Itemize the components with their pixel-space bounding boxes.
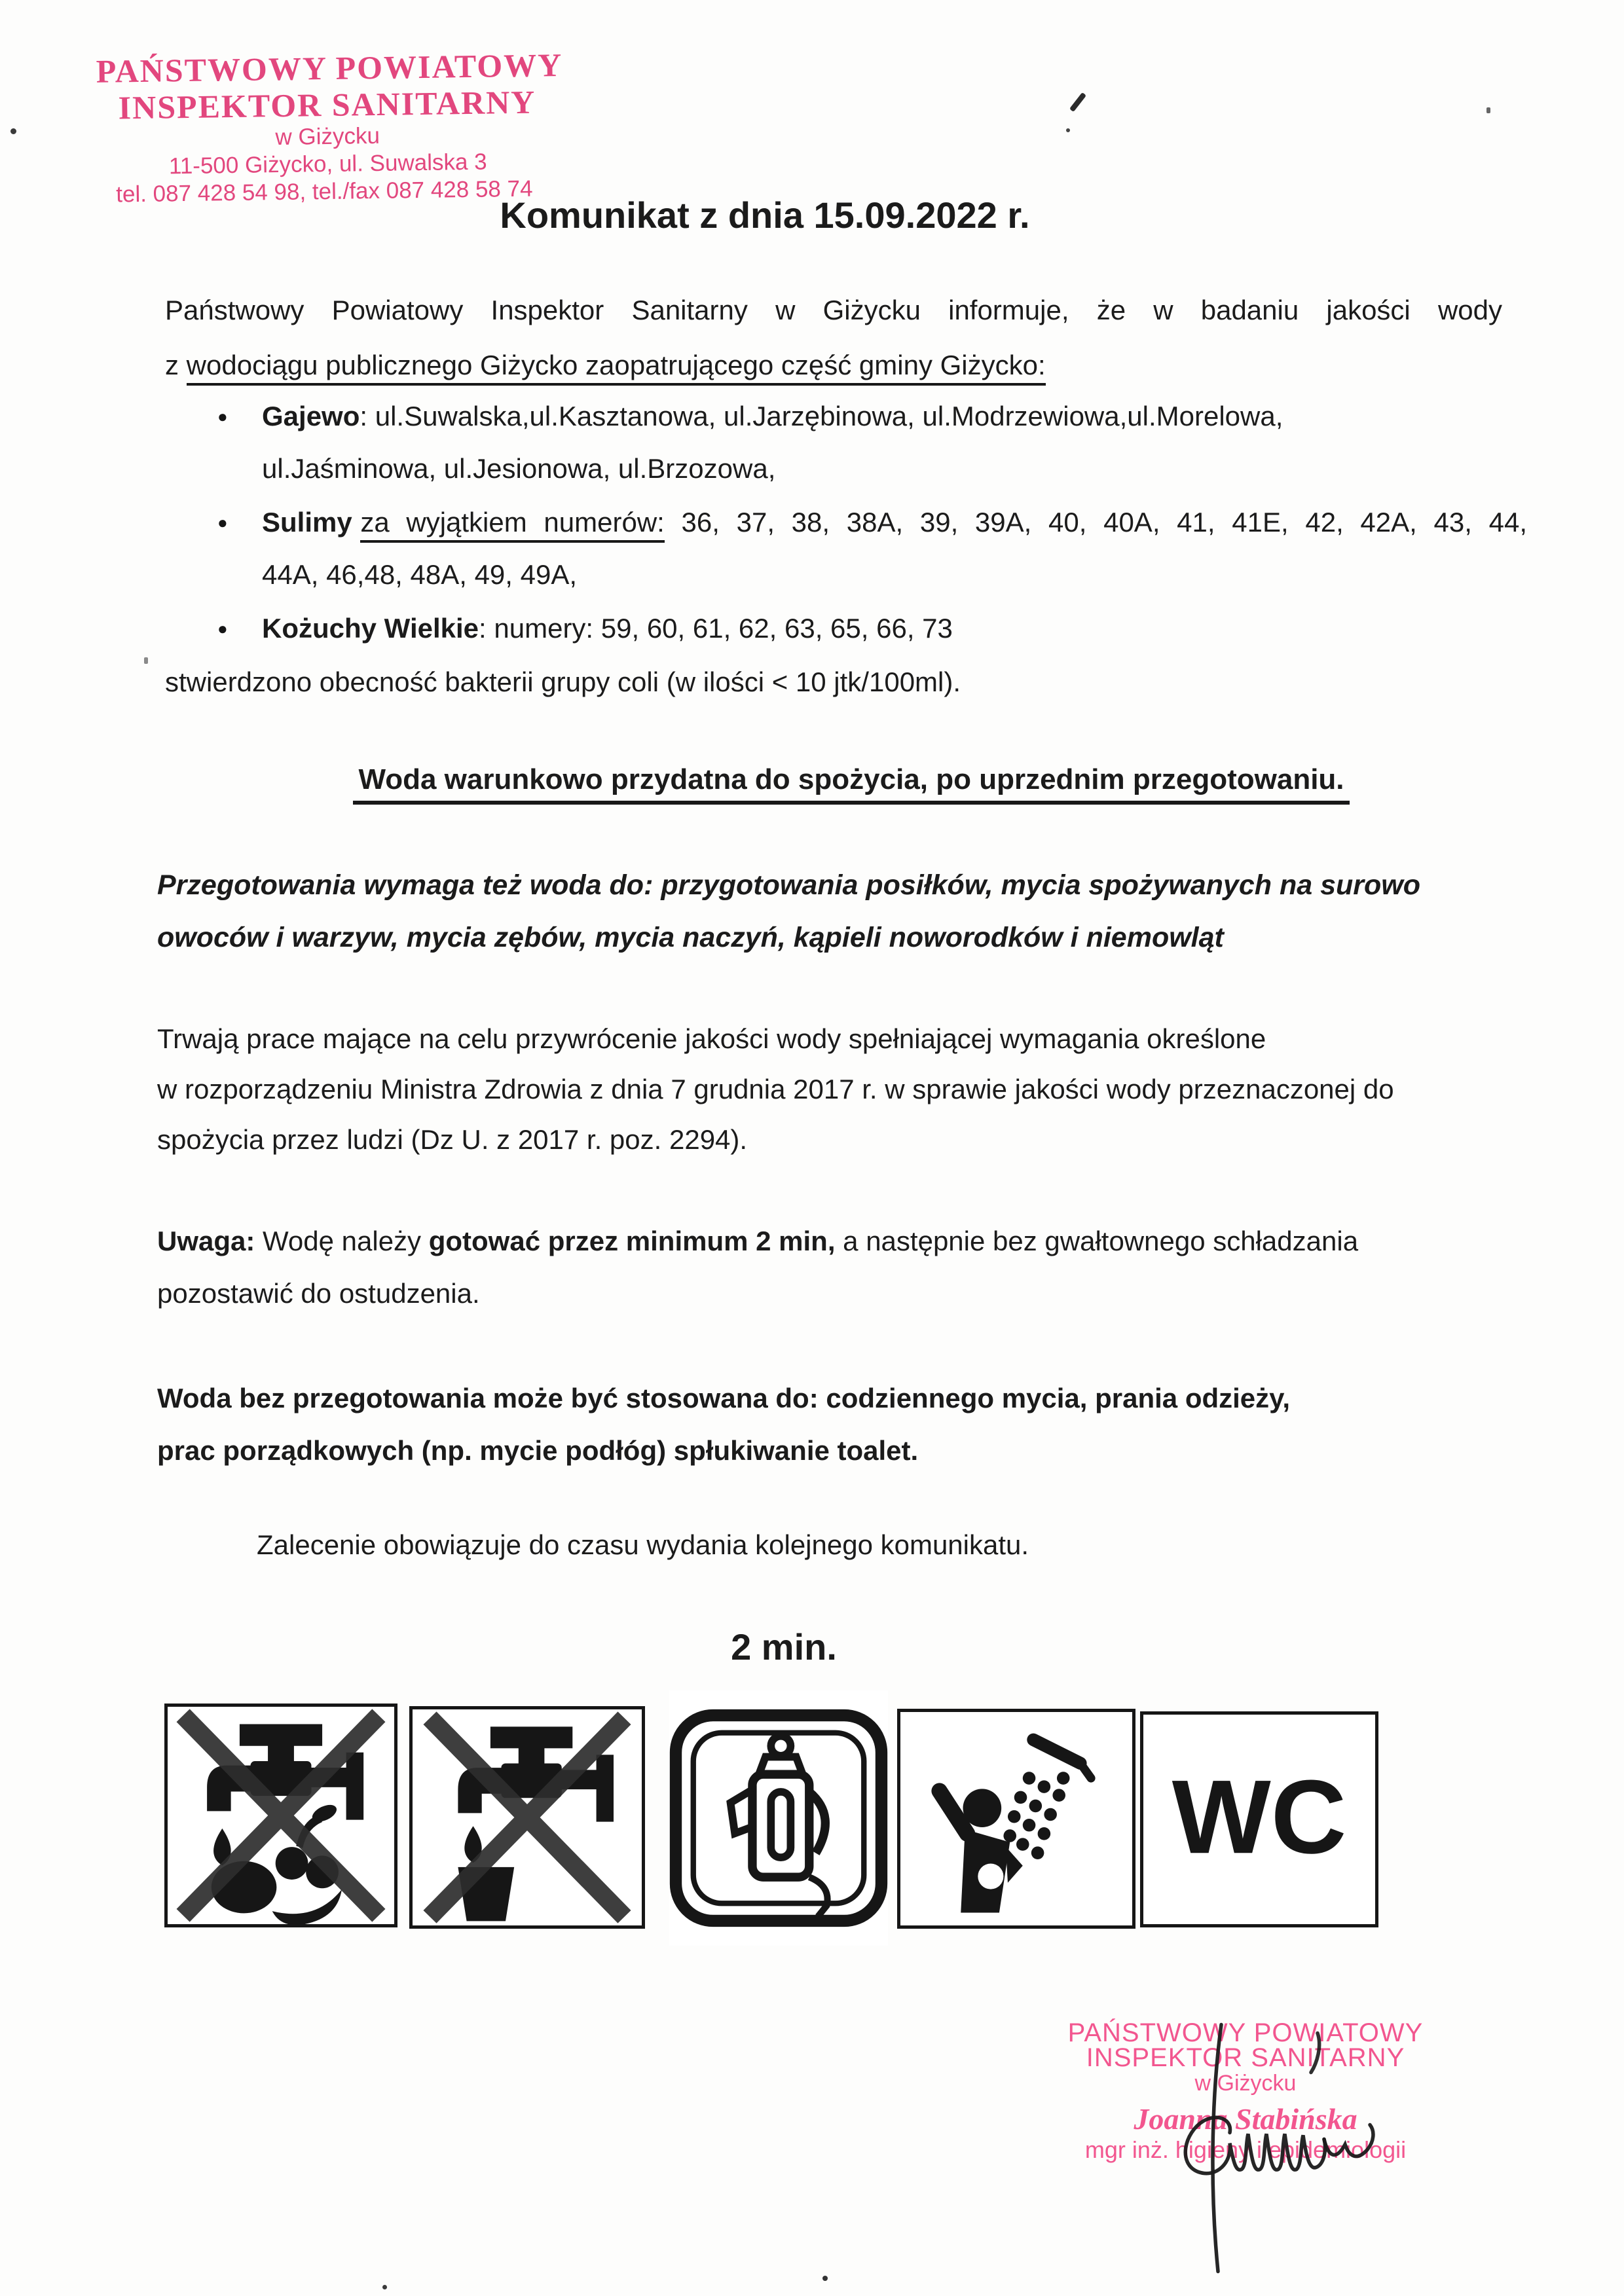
stamp-city: w Giżycku (275, 122, 380, 151)
scan-speck (822, 2276, 828, 2281)
intro-line2-prefix: z (165, 350, 187, 380)
coli-finding-note: stwierdzono obecność bakterii grupy coli (w ilości < 10 jtk/100ml). (165, 666, 961, 697)
pictogram-row (164, 1704, 1382, 1960)
scan-speck (144, 657, 148, 664)
conditional-use-heading (0, 758, 1624, 801)
boiling-required-line2: owoców i warzyw, mycia zębów, mycia naczyń, kąpieli noworodków i niemowląt (157, 922, 1224, 953)
exception-note-underlined: za wyjątkiem numerów: (360, 507, 665, 543)
scan-speck (10, 128, 16, 134)
affected-areas-list (165, 390, 1527, 708)
no-drinking-tap-water-icon (409, 1706, 645, 1929)
list-item-line (262, 390, 1527, 443)
stamp-phone: tel. 087 428 54 98, tel./fax 087 428 58 74 (115, 175, 533, 208)
stamp-office-name-line2: INSPEKTOR SANITARNY (118, 83, 536, 126)
toilet-flushing-allowed-icon (1140, 1711, 1378, 1927)
list-item-continuation: ul.Jaśminowa, ul.Jesionowa, ul.Brzozowa, (262, 453, 776, 484)
list-item-continuation: 44A, 46,48, 48A, 49, 49A, (262, 559, 578, 590)
locality-name: Sulimy (262, 507, 352, 538)
scan-speck (382, 2285, 387, 2289)
warning-text: Wodę należy (255, 1226, 429, 1256)
boil-water-kettle-icon (669, 1690, 888, 1946)
list-item-gajewo (165, 390, 1527, 495)
list-item-kozuchy (165, 602, 1527, 655)
boil-duration-bold: gotować przez minimum 2 min, (428, 1226, 836, 1256)
boiling-required-paragraph (157, 859, 1532, 964)
warning-text: a następnie bez gwałtownego schładzania (835, 1226, 1359, 1256)
remediation-line2: w rozporządzeniu Ministra Zdrowia z dnia 7 grudnia 2017 r. w sprawie jakości wody przeznaczonej do (157, 1074, 1394, 1104)
warning-line2: pozostawić do ostudzenia. (157, 1278, 480, 1309)
list-item-line (262, 496, 1527, 549)
allowed-uses-line2: prac porządkowych (np. mycie podłóg) spłukiwanie toalet. (157, 1435, 919, 1466)
signatory-stamp-line1: PAŃSTWOWY POWIATOWY (1067, 2018, 1424, 2047)
remediation-line3: spożycia przez ludzi (Dz U. z 2017 r. poz. 2294). (157, 1124, 748, 1155)
allowed-uses-paragraph (157, 1372, 1539, 1477)
conditional-use-heading-text: Woda warunkowo przydatna do spożycia, po uprzednim przegotowaniu. (353, 763, 1349, 805)
signatory-role: mgr inż. higieny i epidemiologii (1084, 2136, 1407, 2163)
list-item-line (262, 602, 1527, 655)
no-washing-food-icon (164, 1704, 397, 1927)
number-list: 36, 37, 38, 38A, 39, 39A, 40, 40A, 41, 41E, 42, 42A, 43, 44, (664, 507, 1527, 538)
remediation-paragraph (157, 1013, 1539, 1165)
validity-note: Zalecenie obowiązuje do czasu wydania kolejnego komunikatu. (257, 1529, 1029, 1560)
handwritten-signature (1172, 2013, 1388, 2278)
warning-line1 (157, 1215, 1539, 1267)
header-office-stamp (96, 46, 563, 209)
stamp-address: 11-500 Giżycko, ul. Suwalska 3 (168, 149, 487, 179)
stamp-office-name-line1: PAŃSTWOWY POWIATOWY (96, 46, 563, 90)
list-item-sulimy (165, 496, 1527, 601)
locality-name: Gajewo (262, 401, 360, 431)
street-list: : ul.Suwalska,ul.Kasztanowa, ul.Jarzębinowa, ul.Modrzewiowa,ul.Morelowa, (360, 401, 1283, 431)
number-list: : numery: 59, 60, 61, 62, 63, 65, 66, 73 (479, 613, 953, 644)
ink-smudge (1069, 92, 1086, 112)
shower-allowed-icon (897, 1709, 1135, 1929)
remediation-line1: Trwają prace mające na celu przywrócenie jakości wody spełniającej wymagania określone (157, 1023, 1266, 1054)
document-title: Komunikat z dnia 15.09.2022 r. (500, 194, 1030, 236)
intro-line2-underlined: wodociągu publicznego Giżycko zaopatrującego część gminy Giżycko: (187, 350, 1046, 386)
signatory-stamp-line2: INSPEKTOR SANITARNY (1086, 2043, 1405, 2072)
wc-label: WC (1172, 1758, 1347, 1876)
intro-line1: Państwowy Powiatowy Inspektor Sanitarny w Giżycku informuje, że w badaniu jakości wody (165, 295, 1502, 325)
allowed-uses-line1: Woda bez przegotowania może być stosowana do: codziennego mycia, prania odzieży, (157, 1383, 1291, 1413)
two-minutes-label: 2 min. (731, 1626, 837, 1667)
signatory-stamp-city: w Giżycku (1194, 2071, 1297, 2096)
signatory-name: Joanna Stabińska (1134, 2102, 1357, 2136)
locality-name: Kożuchy Wielkie (262, 613, 479, 644)
scan-speck (1486, 107, 1490, 113)
intro-paragraph (165, 283, 1502, 393)
boiling-required-line1: Przegotowania wymaga też woda do: przygotowania posiłków, mycia spożywanych na surowo (157, 869, 1420, 901)
scan-speck (1066, 128, 1070, 132)
warning-paragraph (157, 1215, 1539, 1320)
warning-label: Uwaga: (157, 1226, 255, 1256)
intro-line2 (165, 338, 1502, 393)
